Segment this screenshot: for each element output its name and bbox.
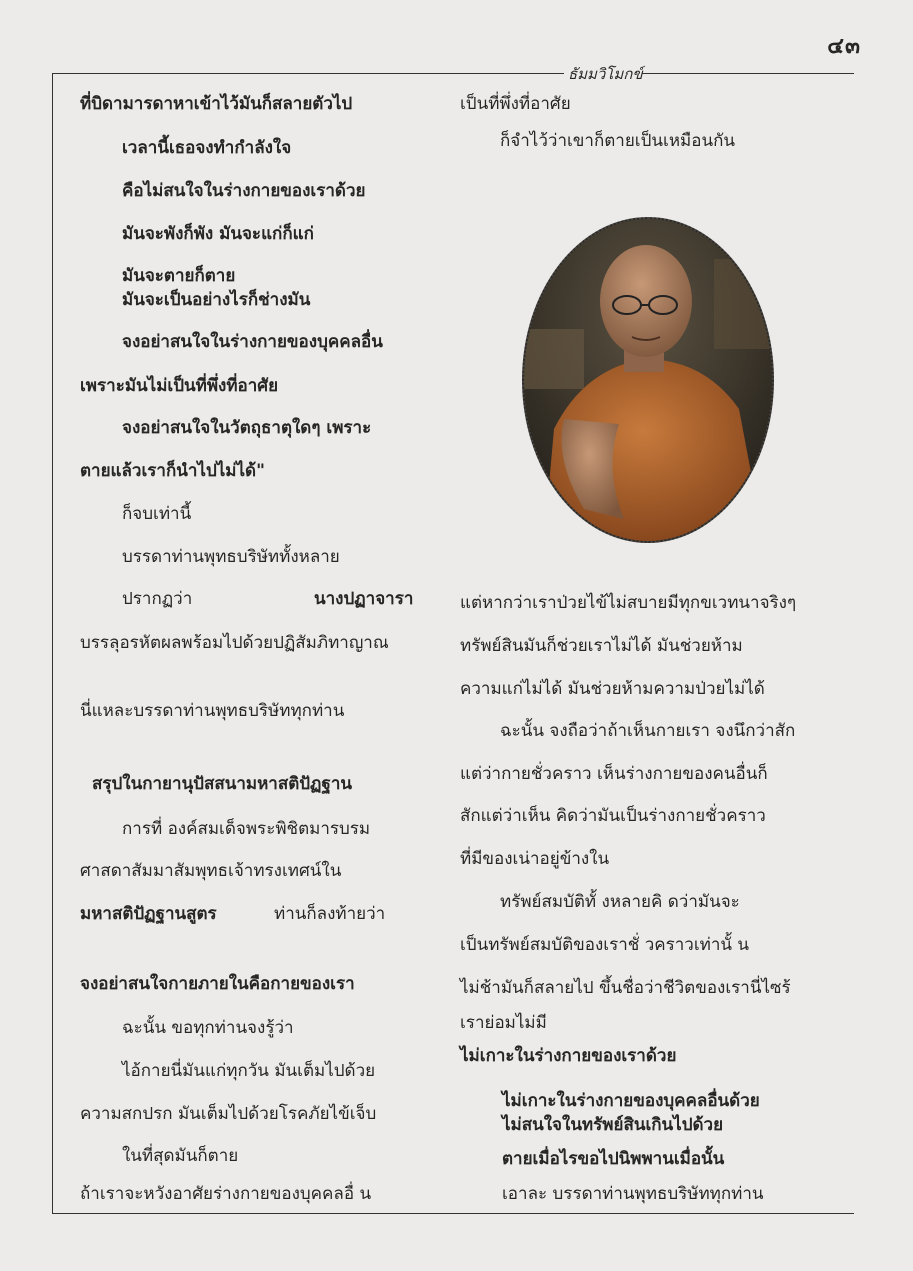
left-line: เวลานี้เธอจงทำกำลังใจ	[122, 138, 292, 158]
right-line: ไม่เกาะในร่างกายของเราด้วย	[460, 1046, 677, 1066]
left-line: บรรดาท่านพุทธบริษัททั้งหลาย	[122, 547, 340, 567]
left-line: จงอย่าสนใจในร่างกายของบุคคลอื่น	[122, 332, 383, 352]
left-line-name: นางปฏาจารา	[314, 589, 414, 609]
right-line: สักแต่ว่าเห็น คิดว่ามันเป็นร่างกายชั่วคราว	[460, 806, 766, 826]
right-line: ความแก่ไม่ได้ มันช่วยห้ามความป่วยไม่ได้	[460, 679, 765, 699]
right-line: ไม่เกาะในร่างกายของบุคคลอื่นด้วย	[502, 1091, 760, 1111]
left-line: ความสกปรก มันเต็มไปด้วยโรคภัยไข้เจ็บ	[80, 1104, 377, 1124]
left-line: บรรลุอรหัตผลพร้อมไปด้วยปฏิสัมภิทาญาณ	[80, 633, 389, 653]
frame-rule-left	[52, 73, 53, 1213]
left-line: จงอย่าสนใจกายภายในคือกายของเรา	[80, 974, 355, 994]
right-line: ไม่สนใจในทรัพย์สินเกินไปด้วย	[502, 1115, 724, 1135]
right-line: เอาละ บรรดาท่านพุทธบริษัททุกท่าน	[502, 1184, 764, 1204]
right-line: ก็จำไว้ว่าเขาก็ตายเป็นเหมือนกัน	[500, 131, 735, 151]
left-line: ที่บิดามารดาหาเข้าไว้มันก็สลายตัวไป	[80, 94, 353, 114]
left-line: ในที่สุดมันก็ตาย	[122, 1146, 239, 1166]
page-number: ๔๓	[827, 33, 861, 59]
monk-portrait-icon	[524, 219, 772, 541]
right-line: เราย่อมไม่มี	[460, 1013, 547, 1033]
left-line: ปรากฏว่า	[122, 589, 193, 609]
left-line: มันจะเป็นอย่างไรก็ช่างมัน	[122, 290, 311, 310]
left-line: ก็จบเท่านี้	[122, 504, 192, 524]
right-line: ทรัพย์สินมันก็ช่วยเราไม่ได้ มันช่วยห้าม	[460, 636, 743, 656]
left-line: ท่านก็ลงท้ายว่า	[274, 904, 386, 924]
left-line-sutta: มหาสติปัฏฐานสูตร	[80, 904, 217, 924]
left-line: คือไม่สนใจในร่างกายของเราด้วย	[122, 181, 366, 201]
left-line: นี่แหละบรรดาท่านพุทธบริษัททุกท่าน	[80, 701, 345, 721]
section-heading: สรุปในกายานุปัสสนามหาสติปัฏฐาน	[92, 774, 353, 794]
left-line: ศาสดาสัมมาสัมพุทธเจ้าทรงเทศน์ใน	[80, 861, 342, 881]
right-line: ที่มีของเน่าอยู่ข้างใน	[460, 849, 610, 869]
running-title: ธัมมวิโมกข์	[568, 65, 643, 83]
left-line: ฉะนั้น ขอทุกท่านจงรู้ว่า	[122, 1018, 294, 1038]
right-line: แต่ว่ากายชั่วคราว เห็นร่างกายของคนอื่นก็	[460, 764, 768, 784]
right-line: เป็นที่พึ่งที่อาศัย	[460, 94, 571, 114]
right-line: ฉะนั้น จงถือว่าถ้าเห็นกายเรา จงนึกว่าสัก	[500, 721, 796, 741]
left-line: การที่ องค์สมเด็จพระพิชิตมารบรม	[122, 819, 371, 839]
left-line: ไอ้กายนี่มันแก่ทุกวัน มันเต็มไปด้วย	[122, 1061, 376, 1081]
left-line: ตายแล้วเราก็นำไปไม่ได้"	[80, 461, 265, 481]
right-line: เป็นทรัพย์สมบัติของเราชั่ วคราวเท่านั้ น	[460, 935, 750, 955]
frame-rule-bottom	[52, 1213, 854, 1214]
monk-portrait-photo	[522, 217, 774, 543]
left-line: มันจะตายก็ตาย	[122, 266, 236, 286]
left-line: เพราะมันไม่เป็นที่พึ่งที่อาศัย	[80, 376, 279, 396]
frame-rule-top-right	[642, 73, 854, 74]
left-line: มันจะพังก็พัง มันจะแก่ก็แก่	[122, 224, 314, 244]
frame-rule-top-left	[52, 73, 564, 74]
left-line: จงอย่าสนใจในวัตถุธาตุใดๆ เพราะ	[122, 418, 372, 438]
left-line: ถ้าเราจะหวังอาศัยร่างกายของบุคคลอื่ น	[80, 1184, 372, 1204]
right-line: ตายเมื่อไรขอไปนิพพานเมื่อนั้น	[502, 1149, 725, 1169]
right-line: ไม่ช้ามันก็สลายไป ขึ้นชื่อว่าชีวิตของเรานี่ไซร้	[460, 978, 791, 998]
right-line: ทรัพย์สมบัติทั้ งหลายคิ ดว่ามันจะ	[500, 892, 740, 912]
right-line: แต่หากว่าเราป่วยไข้ไม่สบายมีทุกขเวทนาจริงๆ	[460, 593, 797, 613]
